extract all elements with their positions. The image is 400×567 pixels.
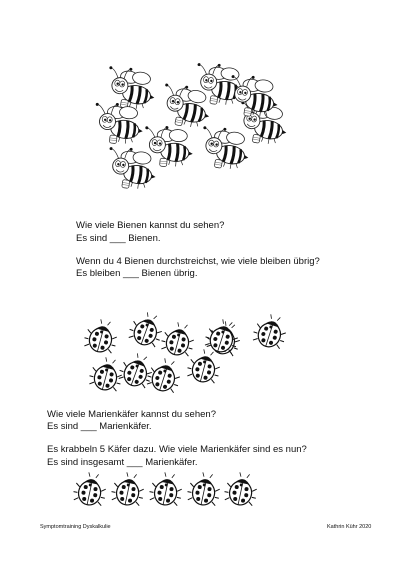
ladybug-question-count: Wie viele Marienkäfer kannst du sehen? (47, 409, 216, 420)
bee-illustration (197, 124, 253, 172)
bee-question-count: Wie viele Bienen kannst du sehen? (76, 220, 225, 231)
bee-illustration (103, 64, 159, 112)
bee-illustration (92, 101, 145, 146)
ladybug-illustration (109, 470, 147, 508)
ladybug-answer-total: Es sind insgesamt ___ Marienkäfer. (47, 457, 198, 468)
ladybug-illustration (147, 470, 185, 508)
added-ladybug-group (71, 470, 260, 508)
footer-right: Kathrin Kühr 2020 (327, 524, 372, 530)
ladybug-illustration (71, 470, 109, 508)
ladybug-illustration (82, 316, 121, 355)
ladybug-answer-count: Es sind ___ Marienkäfer. (47, 421, 152, 432)
ladybug-illustration (202, 316, 242, 356)
bee-illustration-group (92, 61, 291, 192)
ladybug-illustration (144, 355, 184, 395)
ladybug-illustration (126, 309, 167, 350)
ladybug-question-added: Es krabbeln 5 Käfer dazu. Wie viele Marienkäfer sind es nun? (47, 444, 307, 455)
footer-left: Symptomtraining Dyskalkulie (40, 524, 111, 530)
bee-illustration (142, 124, 195, 169)
ladybug-illustration (222, 470, 260, 508)
ladybug-illustration (87, 354, 126, 393)
ladybug-illustration (159, 319, 198, 358)
bee-answer-remaining: Es bleiben ___ Bienen übrig. (76, 268, 198, 279)
ladybug-illustration (185, 470, 223, 508)
bee-answer-count: Es sind ___ Bienen. (76, 233, 161, 244)
ladybug-illustration (250, 311, 290, 351)
ladybug-illustration-group (82, 309, 291, 396)
ladybug-illustration (116, 350, 157, 391)
bee-question-remaining: Wenn du 4 Bienen durchstreichst, wie viele bleiben übrig? (76, 256, 320, 267)
bee-illustration (104, 145, 159, 192)
